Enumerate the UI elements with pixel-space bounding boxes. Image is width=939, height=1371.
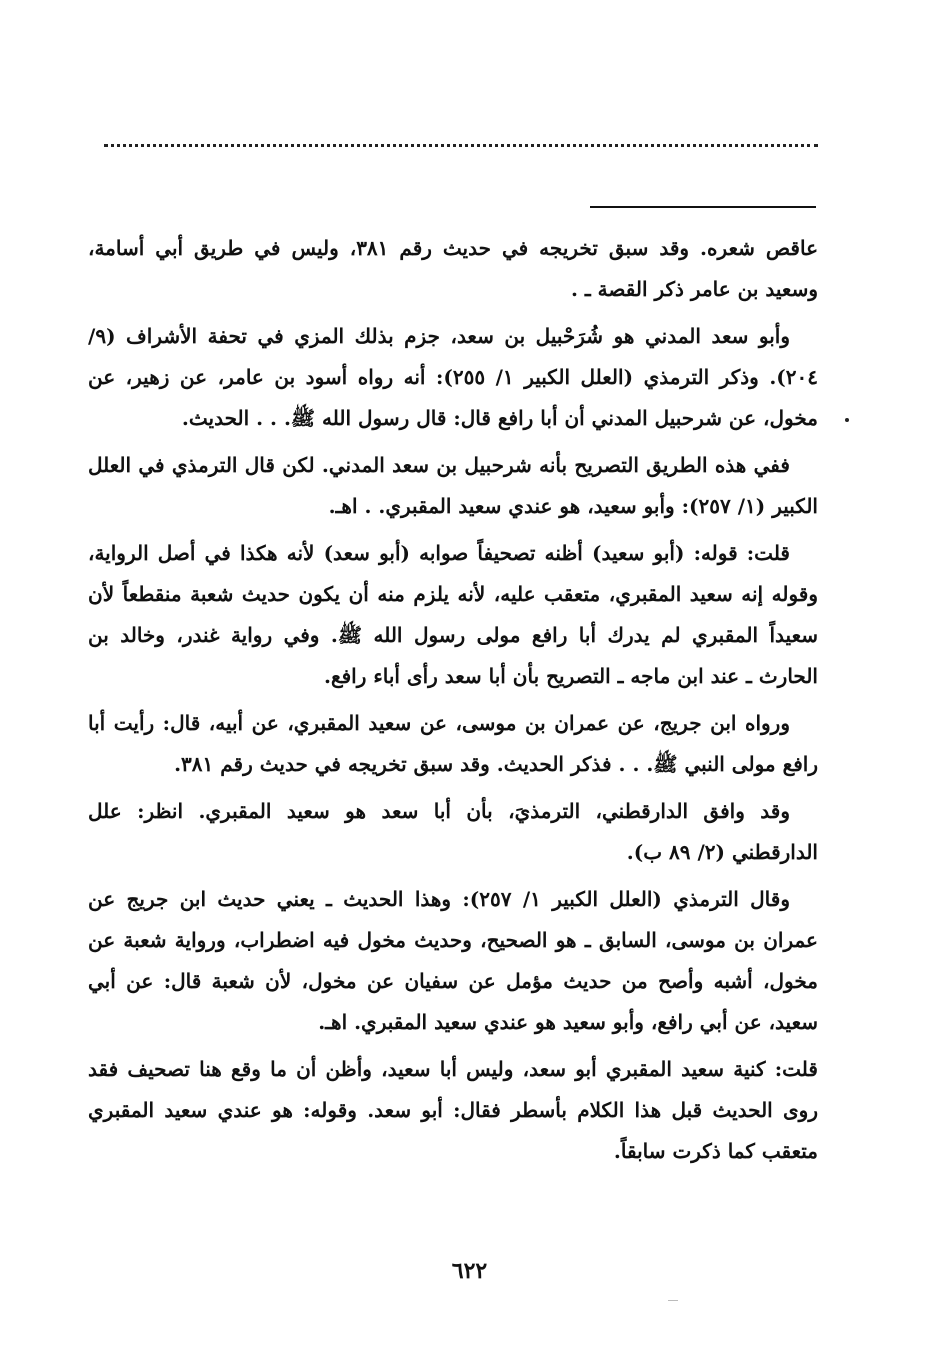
paragraph-2: وأبو سعد المدني هو شُرَحْبيل بن سعد، جزم بذلك المزي في تحفة الأشراف (٩/ ٢٠٤). وذكر الترمذي (العلل الكبير ١/ ٢٥٥): أنه رواه أسود بن عامر، عن زهير، عن مخول، عن شرحبيل المدني أن أبا رافع قال: قال رسول الله ﷺ. . . الحديث. bbox=[88, 324, 818, 430]
paragraph-5: ورواه ابن جريج، عن عمران بن موسى، عن سعيد المقبري، عن أبيه، قال: رأيت أبا رافع مولى النبي ﷺ. . . فذكر الحديث. وقد سبق تخريجه في حديث رقم ٣٨١. bbox=[88, 711, 818, 776]
paragraph-3: ففي هذه الطريق التصريح بأنه شرحبيل بن سعد المدني. لكن قال الترمذي في العلل الكبير (١/ ٢٥٧): وأبو سعيد، هو عندي سعيد المقبري. . اهـ. bbox=[88, 453, 818, 518]
paragraph-6: وقد وافق الدارقطني، الترمذيَ، بأن أبا سعد هو سعيد المقبري. انظر: علل الدارقطني (٢/ ٨٩ ب). bbox=[88, 799, 818, 864]
paragraph-8: قلت: كنية سعيد المقبري أبو سعد، وليس أبا سعيد، وأظن أن ما وقع هنا تصحيف فقد روى الحديث قبل هذا الكلام بأسطر فقال: أبو سعد. وقوله: هو عندي سعيد المقبري متعقب كما ذكرت سابقاً. bbox=[88, 1057, 819, 1163]
dotted-separator bbox=[104, 144, 818, 157]
page-number: ٦٢٢ bbox=[451, 1258, 488, 1284]
paragraph-1: عاقص شعره. وقد سبق تخريجه في حديث رقم ٣٨١، وليس في طريق أبي أسامة، وسعيد بن عامر ذكر القصة ـ . bbox=[88, 236, 818, 301]
margin-mark bbox=[845, 418, 849, 422]
bottom-mark bbox=[668, 1300, 678, 1301]
paragraph-4: قلت: قوله: (أبو سعيد) أظنه تصحيفاً صوابه (أبو سعد) لأنه هكذا في أصل الرواية، وقوله إنه سعيد المقبري، متعقب عليه، لأنه يلزم منه أن يكون حديث شعبة منقطعاً لأن سعيداً المقبري لم يدرك أبا رافع مولى رسول الله ﷺ. وفي رواية غندر، وخالد بن الحارث ـ عند ابن ماجه ـ التصريح بأن أبا سعد رأى أباء رافع. bbox=[88, 541, 818, 688]
footnote-text bbox=[88, 228, 818, 1178]
paragraph-7: وقال الترمذي (العلل الكبير ١/ ٢٥٧): وهذا الحديث ـ يعني حديث ابن جريج عن عمران بن موسى، السابق ـ هو الصحيح، وحديث مخول فيه اضطراب، ورواية شعبة عن مخول، أشبه وأصح من حديث مؤمل عن سفيان عن مخول، لأن شعبة قال: عن أبي سعيد، عن أبي رافع، وأبو سعيد هو عندي سعيد المقبري. اهـ. bbox=[88, 887, 818, 1034]
footnote-rule bbox=[590, 206, 816, 208]
